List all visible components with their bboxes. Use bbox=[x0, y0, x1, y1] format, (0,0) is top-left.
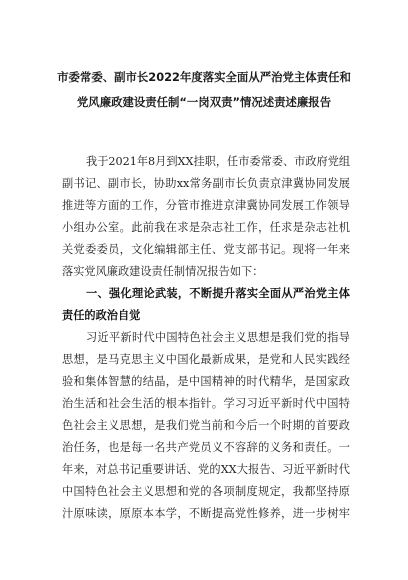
paragraph-line: 关党委委员，文化编辑部主任、党支部书记。现将一年来 bbox=[62, 243, 350, 256]
paragraph-line: 落实党风廉政建设责任制情况报告如下： bbox=[62, 265, 264, 278]
paragraph-line: 副书记、副市长，协助xx常务副市长负责京津冀协同发展 bbox=[62, 177, 350, 190]
paragraph-line: 我于2021年8月到XX挂职，任市委常委、市政府党组 bbox=[86, 155, 351, 168]
document-title-line-1: 市委常委、副市长2022年度落实全面从严治党主体责任和 bbox=[57, 70, 351, 84]
paragraph-line: 中国特色社会主义思想和党的各项制度规定，我都坚持原 bbox=[62, 485, 350, 498]
paragraph-line: 习近平新时代中国特色社会主义思想是我们党的指导 bbox=[86, 331, 350, 344]
paragraph-line: 汁原味读，原原本本学，不断提高党性修养，进一步树牢 bbox=[62, 507, 350, 520]
paragraph-line: 治任务，也是每一名共产党员义不容辞的义务和责任。一 bbox=[62, 441, 350, 454]
document-title-line-2: 党风廉政建设责任制“一岗双责”情况述责述廉报告 bbox=[76, 95, 332, 109]
paragraph-line: 治生活和社会生活的根本指针。学习习近平新时代中国特 bbox=[62, 397, 350, 410]
paragraph-line: 思想，是马克思主义中国化最新成果，是党和人民实践经 bbox=[62, 353, 350, 366]
paragraph-line: 色社会主义思想，是我们党当前和今后一个时期的首要政 bbox=[62, 419, 350, 432]
paragraph-line: 年来，对总书记重要讲话、党的XX大报告、习近平新时代 bbox=[62, 463, 350, 476]
paragraph-line: 小组办公室。此前我在求是杂志社工作，任求是杂志社机 bbox=[62, 221, 350, 234]
paragraph-line: 推进等方面的工作，分管市推进京津冀协同发展工作领导 bbox=[62, 199, 350, 212]
section-heading-line-1: 一、强化理论武装，不断提升落实全面从严治党主体 bbox=[86, 287, 350, 300]
paragraph-line: 验和集体智慧的结晶，是中国精神的时代精华，是国家政 bbox=[62, 375, 350, 388]
section-heading-line-2: 责任的政治自觉 bbox=[62, 309, 141, 322]
